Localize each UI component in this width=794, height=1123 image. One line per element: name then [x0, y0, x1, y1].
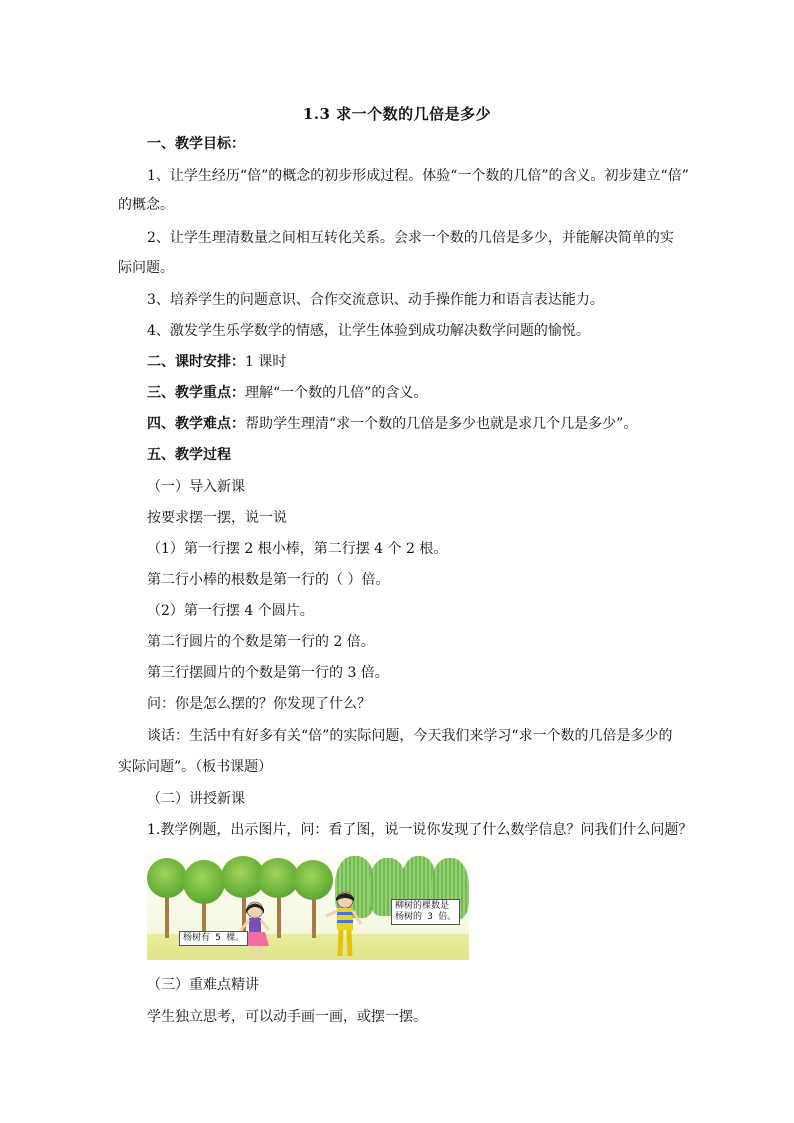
- intro-heading: （一）导入新课: [147, 479, 245, 495]
- key-difficulty-line-1: 学生独立思考，可以动手画一画，或摆一摆。: [147, 1009, 427, 1025]
- new-lesson-line-1: 1.教学例题，出示图片，问：看了图，说一说你发现了什么数学信息？问我们什么问题？: [147, 822, 693, 838]
- intro-line-6: 第三行摆圆片的个数是第一行的 3 倍。: [147, 665, 389, 681]
- intro-line-3: 第二行小棒的根数是第一行的（ ）倍。: [147, 572, 390, 588]
- intro-line-2: （1）第一行摆 2 根小棒，第二行摆 4 个 2 根。: [147, 541, 448, 557]
- process-heading: 五、教学过程: [147, 447, 231, 463]
- boy-figure: [323, 890, 367, 960]
- intro-line-5: 第二行圆片的个数是第一行的 2 倍。: [147, 634, 375, 650]
- page-title: 1.3 求一个数的几倍是多少: [302, 105, 492, 123]
- intro-line-8-part-2: 实际问题”。（板书课题）: [118, 759, 273, 775]
- key-point-row: [147, 383, 667, 403]
- example-illustration: [147, 856, 469, 960]
- schedule-row: [147, 352, 667, 372]
- poplar-tree: [147, 858, 187, 898]
- difficulty-row: [147, 414, 667, 434]
- willow-relation-label: [391, 899, 460, 925]
- willow-relation-line-2: 杨树的 3 倍。: [395, 912, 457, 922]
- intro-line-4: （2）第一行摆 4 个圆片。: [147, 603, 314, 619]
- objective-2-line-1: 2、让学生理清数量之间相互转化关系。会求一个数的几倍是多少，并能解决简单的实: [147, 230, 674, 246]
- objective-1-line-2: 的概念。: [118, 197, 174, 213]
- intro-line-7: 问：你是怎么摆的？你发现了什么？: [147, 696, 371, 712]
- intro-line-8-part-1: 谈话：生活中有好多有关“倍”的实际问题，今天我们来学习“求一个数的几倍是多少的: [147, 728, 673, 744]
- objective-1-line-1: 1、让学生经历“倍”的概念的初步形成过程。体验“一个数的几倍”的含义。初步建立“倍”: [147, 168, 689, 184]
- poplar-tree: [183, 860, 225, 904]
- objectives-heading: 一、教学目标：: [147, 136, 245, 152]
- willow-relation-line-1: 柳树的棵数是: [395, 901, 450, 911]
- new-lesson-heading: （二）讲授新课: [147, 791, 245, 807]
- key-difficulty-heading: （三）重难点精讲: [147, 977, 259, 993]
- objective-3: 3、培养学生的问题意识、合作交流意识、动手操作能力和语言表达能力。: [147, 292, 604, 308]
- objective-4: 4、激发学生乐学数学的情感，让学生体验到成功解决数学问题的愉悦。: [147, 323, 590, 339]
- intro-line-1: 按要求摆一摆，说一说: [147, 510, 287, 526]
- difficulty-value: 帮助学生理清“求一个数的几倍是多少也就是求几个几是多少”。: [245, 416, 638, 432]
- poplar-count-label: 杨树有 5 棵。: [179, 931, 248, 946]
- key-point-label: 三、教学重点：: [147, 385, 245, 401]
- girl-figure: [235, 900, 277, 960]
- difficulty-label: 四、教学难点：: [147, 416, 245, 432]
- schedule-value: 1 课时: [245, 354, 287, 370]
- key-point-value: 理解“一个数的几倍”的含义。: [245, 385, 428, 401]
- objective-2-line-2: 际问题。: [118, 260, 174, 276]
- schedule-label: 二、课时安排：: [147, 354, 245, 370]
